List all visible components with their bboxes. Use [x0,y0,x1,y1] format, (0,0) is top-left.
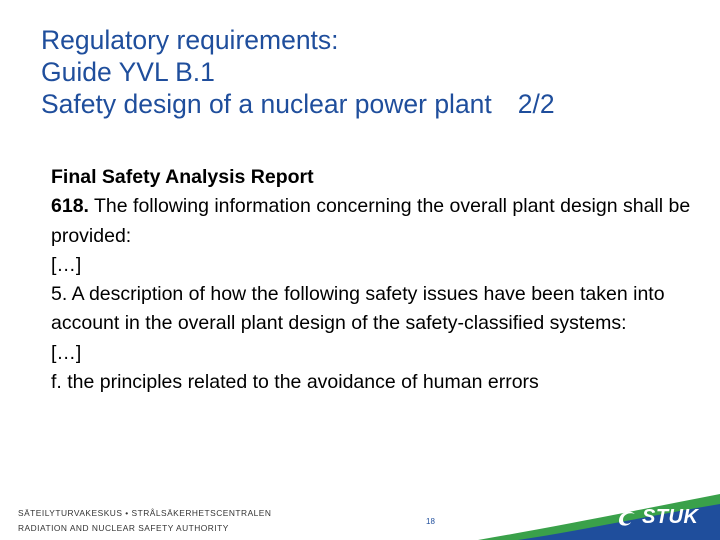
ellipsis-2: […] [51,341,82,364]
paragraph-text: The following information concerning the overall plant design shall be provided: [51,195,691,247]
title-line-2: Guide YVL B.1 [41,57,215,87]
item-f: f. the principles related to the avoidance of human errors [51,371,539,394]
ellipsis-1: […] [51,253,82,276]
title-line-3-text: Safety design of a nuclear power plant [41,89,492,119]
title-page-marker: 2/2 [517,89,555,119]
stuk-logo-text: STUK [642,505,699,528]
paragraph-618 [51,192,691,251]
slide-title [41,24,555,120]
footer-org-line-1: SÄTEILYTURVAKESKUS • STRÅLSÄKERHETSCENTRALEN [18,508,272,518]
paragraph-number: 618. [51,195,89,218]
body-heading: Final Safety Analysis Report [51,166,314,188]
stuk-swirl-icon [616,506,638,528]
stuk-logo [616,503,714,531]
body-content [51,163,691,397]
title-line-3 [41,88,555,120]
footer-organization [18,506,271,536]
title-line-1: Regulatory requirements: [41,25,339,55]
page-number: 18 [426,517,435,526]
footer-org-line-2: RADIATION AND NUCLEAR SAFETY AUTHORITY [18,523,229,533]
item-5: 5. A description of how the following safety issues have been taken into account in the overall plant design of the safety-classified systems: [51,283,665,335]
